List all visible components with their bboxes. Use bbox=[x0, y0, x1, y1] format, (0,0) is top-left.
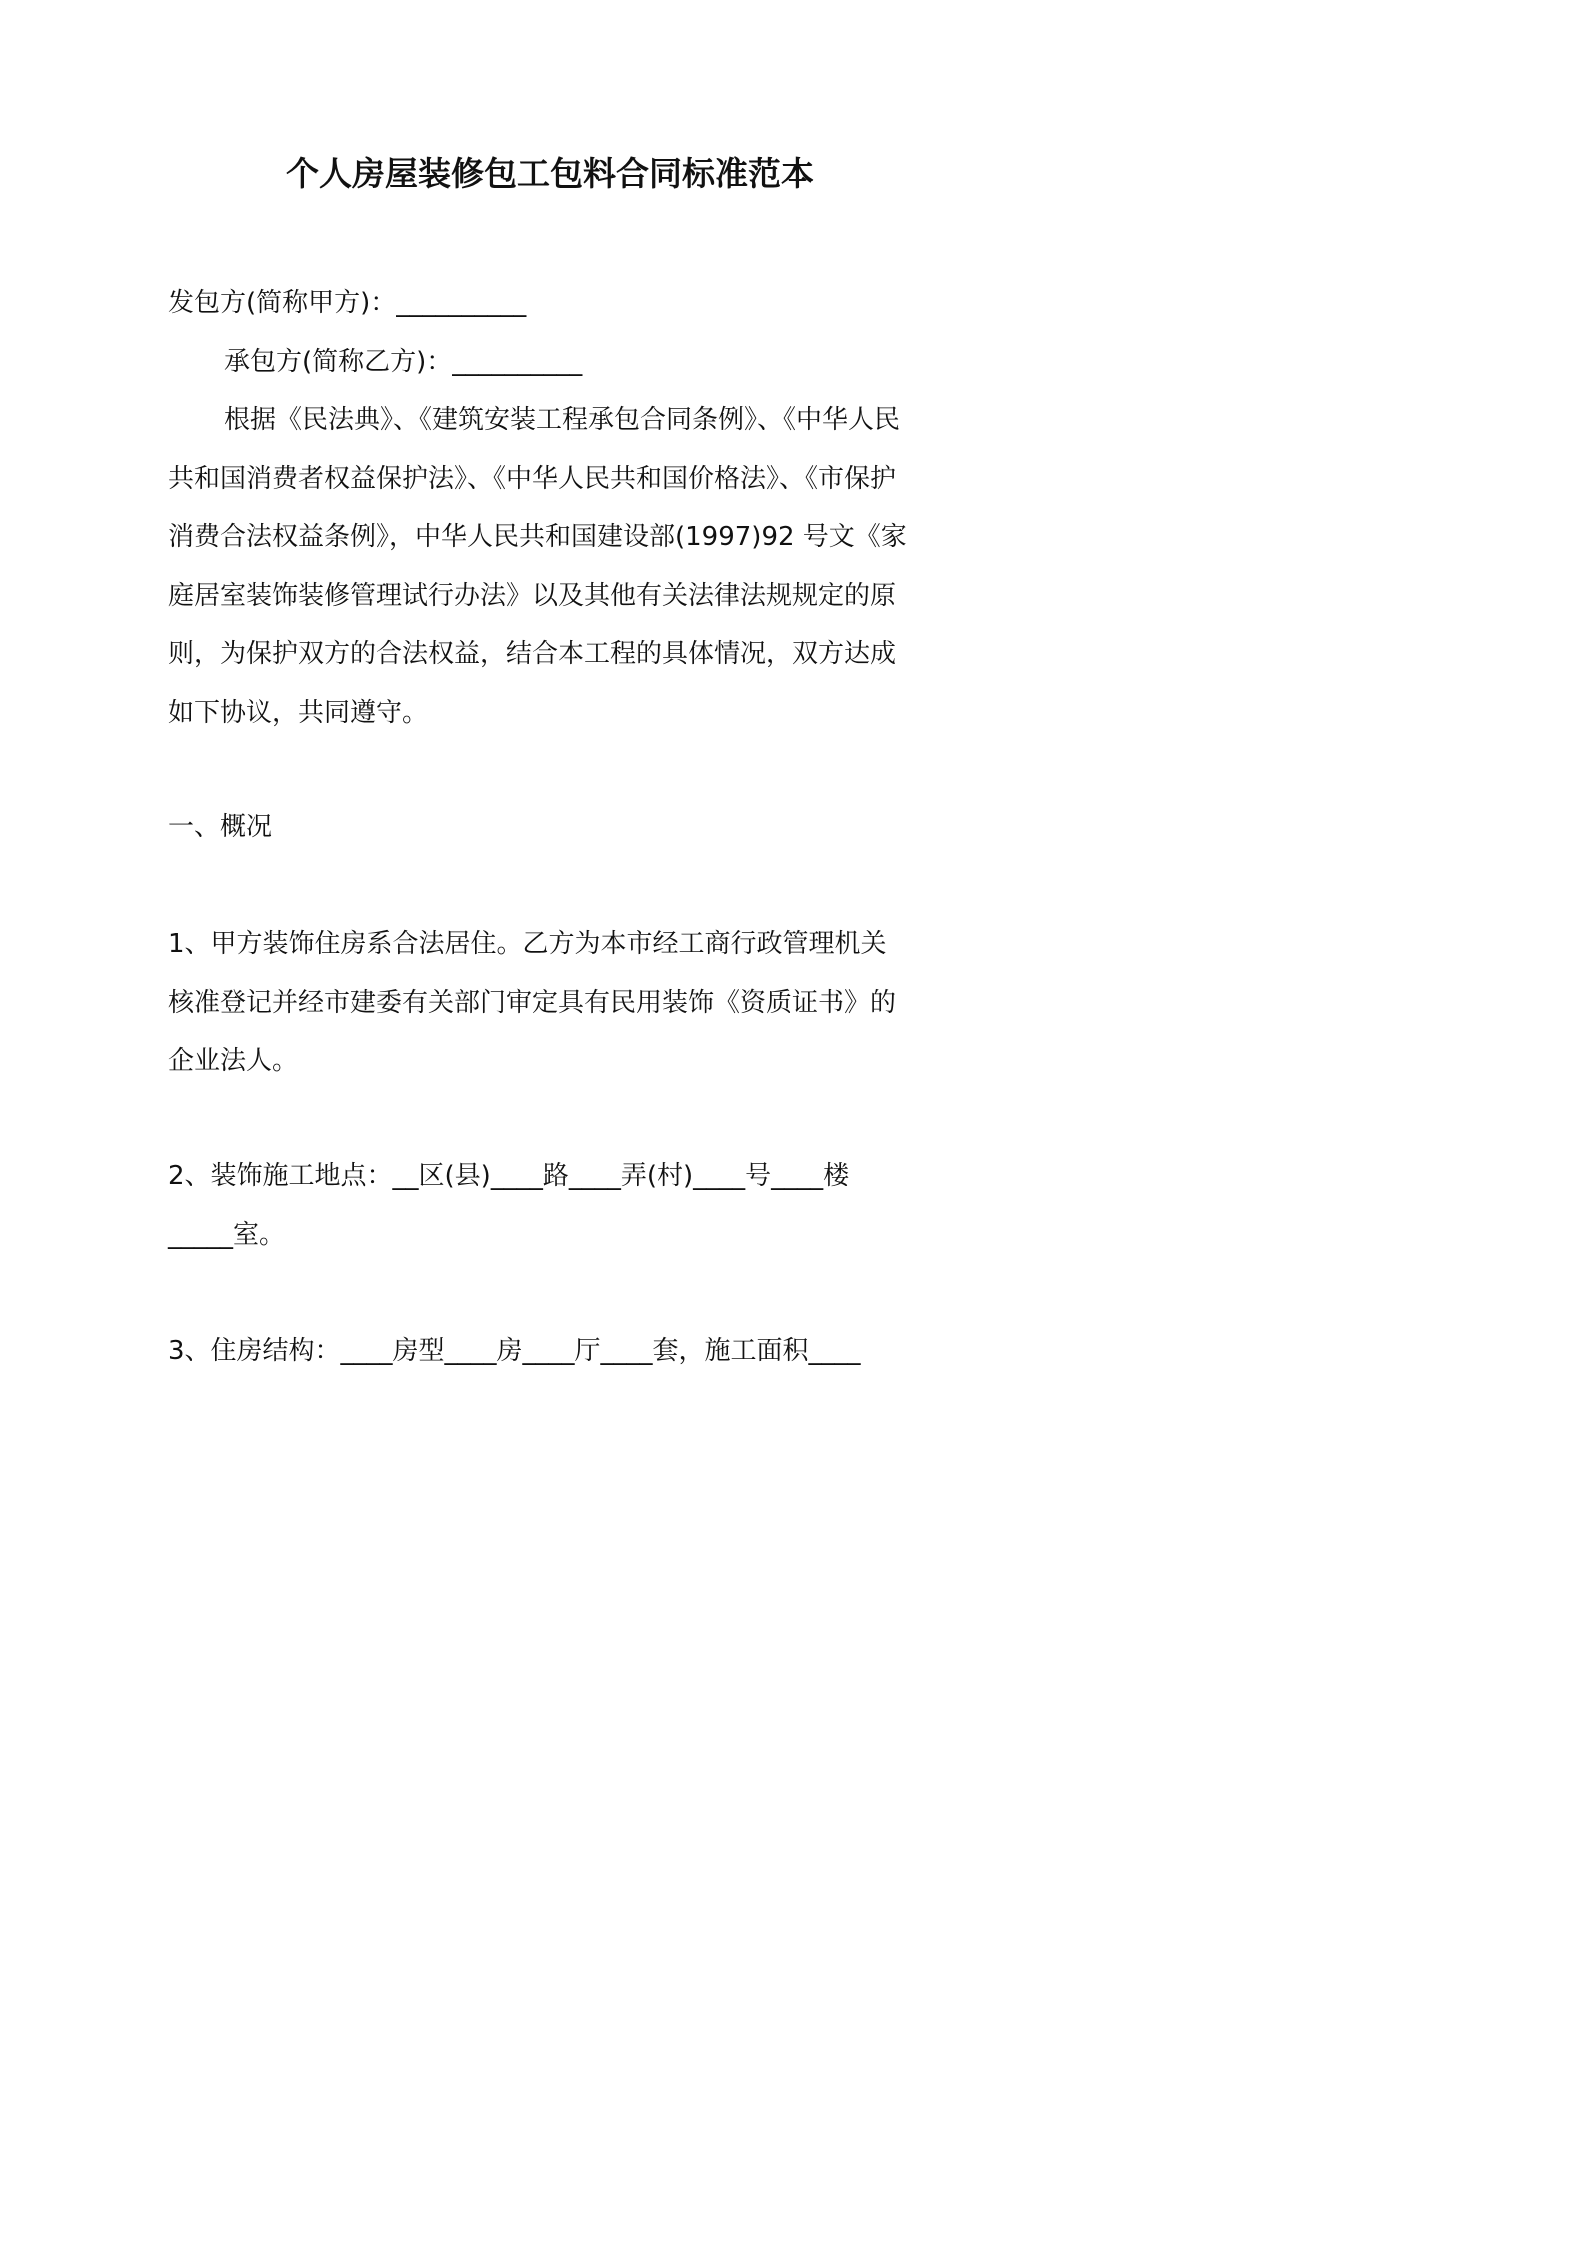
preamble-line: 共和国消费者权益保护法》、《中华人民共和国价格法》、《市保护 bbox=[168, 463, 897, 494]
party-b-line: 承包方(简称乙方)：__________ bbox=[224, 347, 583, 377]
document-title: 个人房屋装修包工包料合同标准范本 bbox=[286, 154, 814, 193]
section-heading: 一、概况 bbox=[168, 812, 273, 842]
preamble-line: 则，为保护双方的合法权益，结合本工程的具体情况，双方达成 bbox=[168, 639, 897, 669]
document-page bbox=[0, 0, 1100, 1556]
clause-line: 2、装饰施工地点：__区(县)____路____弄(村)____号____楼 bbox=[168, 1161, 850, 1191]
clause-3 bbox=[168, 1322, 948, 1381]
preamble-paragraph bbox=[168, 391, 948, 742]
clause-line: 1、甲方装饰住房系合法居住。乙方为本市经工商行政管理机关 bbox=[168, 929, 887, 959]
clause-line: 核准登记并经市建委有关部门审定具有民用装饰《资质证书》的 bbox=[168, 987, 897, 1018]
clause-line: 企业法人。 bbox=[168, 1046, 299, 1076]
clause-2 bbox=[168, 1147, 948, 1264]
preamble-line: 根据《民法典》、《建筑安装工程承包合同条例》、《中华人民 bbox=[224, 405, 901, 435]
party-a-line: 发包方(简称甲方)：__________ bbox=[168, 288, 527, 318]
clause-line: _____室。 bbox=[168, 1219, 286, 1250]
preamble-line: 消费合法权益条例》，中华人民共和国建设部(1997)92 号文《家 bbox=[168, 522, 907, 552]
preamble-line: 如下协议，共同遵守。 bbox=[168, 697, 429, 728]
clause-1 bbox=[168, 915, 948, 1091]
preamble-line: 庭居室装饰装修管理试行办法》以及其他有关法律法规规定的原 bbox=[168, 580, 897, 611]
clause-line: 3、住房结构：____房型____房____厅____套，施工面积____ bbox=[168, 1336, 861, 1366]
